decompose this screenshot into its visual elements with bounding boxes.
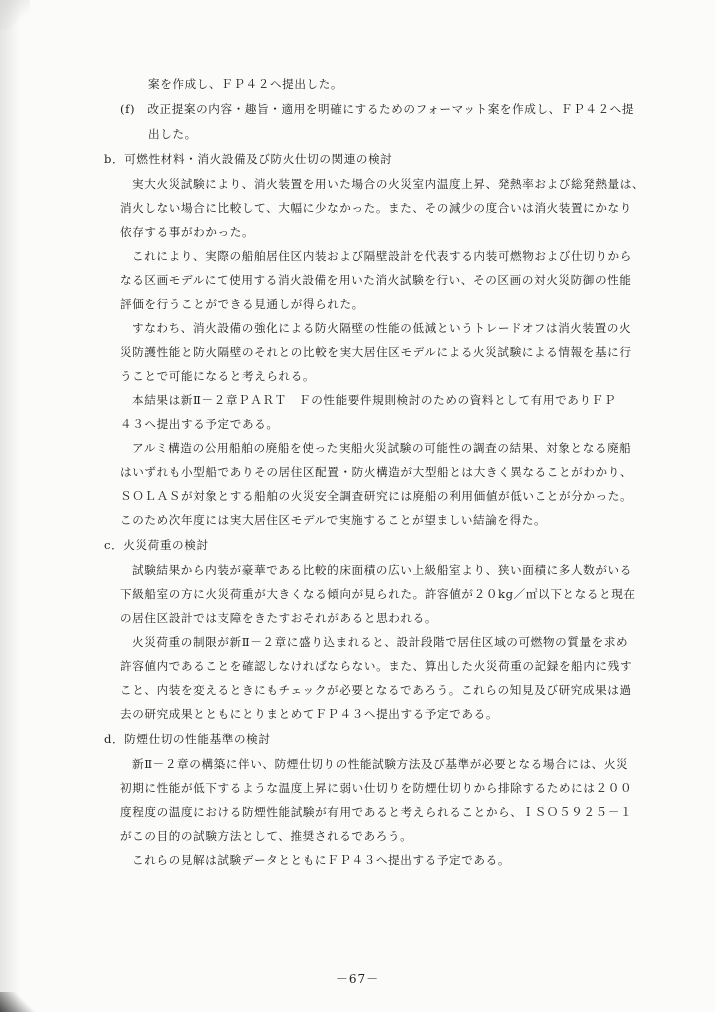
scan-shadow-left xyxy=(0,0,20,1012)
scan-shadow-top xyxy=(0,0,30,30)
text-line: ＳＯＬＡＳが対象とする船舶の火災安全調査研究には廃船の利用価値が低いことが分かった。 xyxy=(120,489,633,503)
scan-shadow-bottom xyxy=(0,992,40,1012)
text-line: 去の研究成果とともにとりまとめてＦＰ４３へ提出する予定である。 xyxy=(120,707,499,721)
text-line: こと、内装を変えるときにもチェックが必要となるであろう。これらの知見及び研究成果は過 xyxy=(120,683,632,697)
text-line: 試験結果から内装が豪華である比較的床面積の広い上級船室より、狭い面積に多人数がいる xyxy=(132,563,632,577)
text-line: 本結果は新Ⅱ－２章ＰＡＲＴ Ｆの性能要件規則検討のための資料として有用でありＦＰ xyxy=(132,393,617,407)
text-line: 案を作成し、ＦＰ４２へ提出した。 xyxy=(148,77,344,91)
text-line: 実大火災試験により、消火装置を用いた場合の火災室内温度上昇、発熱率および総発熱量は、 xyxy=(132,177,645,191)
text-line: これらの見解は試験データとともにＦＰ４３へ提出する予定である。 xyxy=(132,853,511,867)
page-number: －67－ xyxy=(335,972,380,986)
text-line: 災防護性能と防火隔壁のそれとの比較を実大居住区モデルによる火災試験による情報を基に行 xyxy=(120,345,632,359)
text-line: 下級船室の方に火災荷重が大きくなる傾向が見られた。許容値が２０kg／㎡以下となると現在 xyxy=(120,587,636,601)
text-line: このため次年度には実大居住区モデルで実施することが望ましい結論を得た。 xyxy=(120,513,547,527)
text-line: 度程度の温度における防煙性能試験が有用であると考えられることから、ＩＳＯ５９２５－１ xyxy=(120,805,633,819)
text-line: 火災荷重の制限が新Ⅱ－２章に盛り込まれると、設計段階で居住区域の可燃物の質量を求め xyxy=(132,635,629,649)
text-line: 初期に性能が低下するような温度上昇に弱い仕切りを防煙仕切りから排除するためには２００ xyxy=(120,781,633,795)
item-f: (f) 改正提案の内容・趣旨・適用を明確にするためのフォーマット案を作成し、ＦＰ４２へ提 xyxy=(120,102,635,116)
section-heading-b: b．可燃性材料・消火設備及び防火仕切の関連の検討 xyxy=(104,152,393,166)
text-line: 新Ⅱ－２章の構築に伴い、防煙仕切りの性能試験方法及び基準が必要となる場合には、火災 xyxy=(132,757,629,771)
section-heading-c: c．火災荷重の検討 xyxy=(104,538,209,552)
text-line: 許容値内であることを確認しなければならない。また、算出した火災荷重の記録を船内に残す xyxy=(120,659,633,673)
text-line: 依存する事がわかった。 xyxy=(120,225,255,239)
text-line: うことで可能になると考えられる。 xyxy=(120,369,316,383)
text-line: 消火しない場合に比較して、大幅に少なかった。また、その減少の度合いは消火装置にかなり xyxy=(120,201,632,215)
text-line: 出した。 xyxy=(148,127,197,141)
text-line: これにより、実際の船舶居住区内装および隔壁設計を代表する内装可燃物および仕切りから xyxy=(132,249,632,263)
text-line: がこの目的の試験方法として、推奨されるであろう。 xyxy=(120,829,413,843)
text-line: アルミ構造の公用船舶の廃船を使った実船火災試験の可能性の調査の結果、対象となる廃船 xyxy=(132,441,632,455)
text-line: の居住区設計では支障をきたすおそれがあると思われる。 xyxy=(120,611,438,625)
text-line: 評価を行うことができる見通しが得られた。 xyxy=(120,297,364,311)
text-line: すなわち、消火設備の強化による防火隔壁の性能の低減というトレードオフは消火装置の火 xyxy=(132,321,632,335)
text-line: なる区画モデルにて使用する消火設備を用いた消火試験を行い、その区画の対火災防御の性能 xyxy=(120,273,632,287)
section-heading-d: d．防煙仕切の性能基準の検討 xyxy=(104,732,271,746)
text-line: はいずれも小型船でありその居住区配置・防火構造が大型船とは大きく異なることがわかり、 xyxy=(120,465,633,479)
text-line: ４３へ提出する予定である。 xyxy=(120,417,279,431)
